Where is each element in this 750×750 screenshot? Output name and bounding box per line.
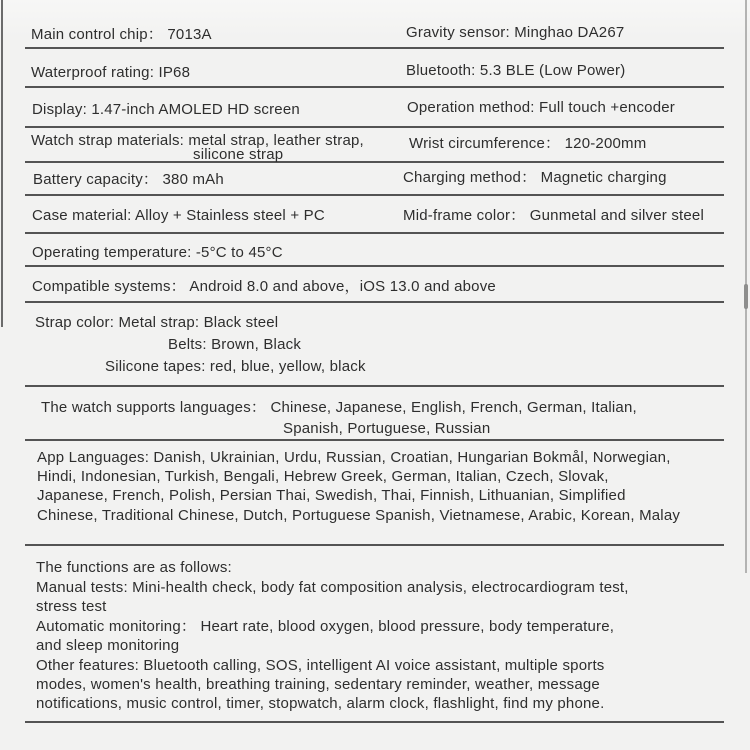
spec-bluetooth: Bluetooth: 5.3 BLE (Low Power) bbox=[406, 62, 626, 79]
strap-color-line-1: Strap color: Metal strap: Black steel bbox=[35, 314, 279, 331]
watch-languages-line-1: The watch supports languages： Chinese, Japanese, English, French, German, Italian, bbox=[41, 399, 637, 416]
spec-case-material: Case material: Alloy + Stainless steel + PC bbox=[32, 207, 325, 224]
row-divider bbox=[25, 721, 724, 723]
row-divider bbox=[25, 161, 724, 163]
row-divider bbox=[25, 265, 724, 267]
row-divider bbox=[25, 301, 724, 303]
app-languages-line-3: Japanese, French, Polish, Persian Thai, Swedish, Thai, Finnish, Lithuanian, Simplified bbox=[37, 487, 626, 504]
app-languages-line-1: App Languages: Danish, Ukrainian, Urdu, Russian, Croatian, Hungarian Bokmål, Norwegian, bbox=[37, 449, 671, 466]
spec-charging-method: Charging method： Magnetic charging bbox=[403, 169, 667, 186]
functions-line-1: The functions are as follows: bbox=[36, 559, 232, 576]
spec-display: Display: 1.47-inch AMOLED HD screen bbox=[32, 101, 300, 118]
functions-line-8: notifications, music control, timer, stopwatch, alarm clock, flashlight, find my phone. bbox=[36, 695, 605, 712]
spec-compatible-systems: Compatible systems： Android 8.0 and above，iOS 13.0 and above bbox=[32, 278, 496, 295]
row-divider bbox=[25, 47, 724, 49]
functions-line-5: and sleep monitoring bbox=[36, 637, 180, 654]
row-divider bbox=[25, 86, 724, 88]
app-languages-line-2: Hindi, Indonesian, Turkish, Bengali, Hebrew Greek, German, Italian, Czech, Slovak, bbox=[37, 468, 609, 485]
spec-operating-temperature: Operating temperature: -5°C to 45°C bbox=[32, 244, 283, 261]
row-divider bbox=[25, 439, 724, 441]
functions-line-3: stress test bbox=[36, 598, 107, 615]
functions-line-6: Other features: Bluetooth calling, SOS, intelligent AI voice assistant, multiple sports bbox=[36, 657, 605, 674]
functions-line-4: Automatic monitoring： Heart rate, blood oxygen, blood pressure, body temperature, bbox=[36, 618, 615, 635]
row-divider bbox=[25, 232, 724, 234]
row-divider bbox=[25, 544, 724, 546]
spec-wrist-circumference: Wrist circumference： 120-200mm bbox=[409, 135, 647, 152]
spec-strap-materials-line2: silicone strap bbox=[193, 146, 284, 163]
watch-languages-line-2: Spanish, Portuguese, Russian bbox=[283, 420, 491, 437]
spec-operation-method: Operation method: Full touch +encoder bbox=[407, 99, 675, 116]
row-divider bbox=[25, 126, 724, 128]
spec-main-control-chip: Main control chip： 7013A bbox=[31, 26, 212, 43]
strap-color-line-3: Silicone tapes: red, blue, yellow, black bbox=[105, 358, 366, 375]
spec-gravity-sensor: Gravity sensor: Minghao DA267 bbox=[406, 24, 625, 41]
strap-color-line-2: Belts: Brown, Black bbox=[168, 336, 302, 353]
spec-strap-materials: Watch strap materials: metal strap, leather strap, bbox=[31, 132, 364, 149]
spec-midframe-color: Mid-frame color： Gunmetal and silver steel bbox=[403, 207, 705, 224]
left-edge-line bbox=[1, 0, 3, 327]
scrollbar-thumb[interactable] bbox=[744, 284, 748, 309]
app-languages-line-4: Chinese, Traditional Chinese, Dutch, Portuguese Spanish, Vietnamese, Arabic, Korean, Malay bbox=[37, 507, 681, 524]
spec-waterproof-rating: Waterproof rating: IP68 bbox=[31, 64, 191, 81]
spec-battery-capacity: Battery capacity： 380 mAh bbox=[33, 171, 224, 188]
functions-line-7: modes, women's health, breathing training, sedentary reminder, weather, message bbox=[36, 676, 600, 693]
row-divider bbox=[25, 194, 724, 196]
functions-line-2: Manual tests: Mini-health check, body fat composition analysis, electrocardiogram test, bbox=[36, 579, 629, 596]
row-divider bbox=[25, 385, 724, 387]
